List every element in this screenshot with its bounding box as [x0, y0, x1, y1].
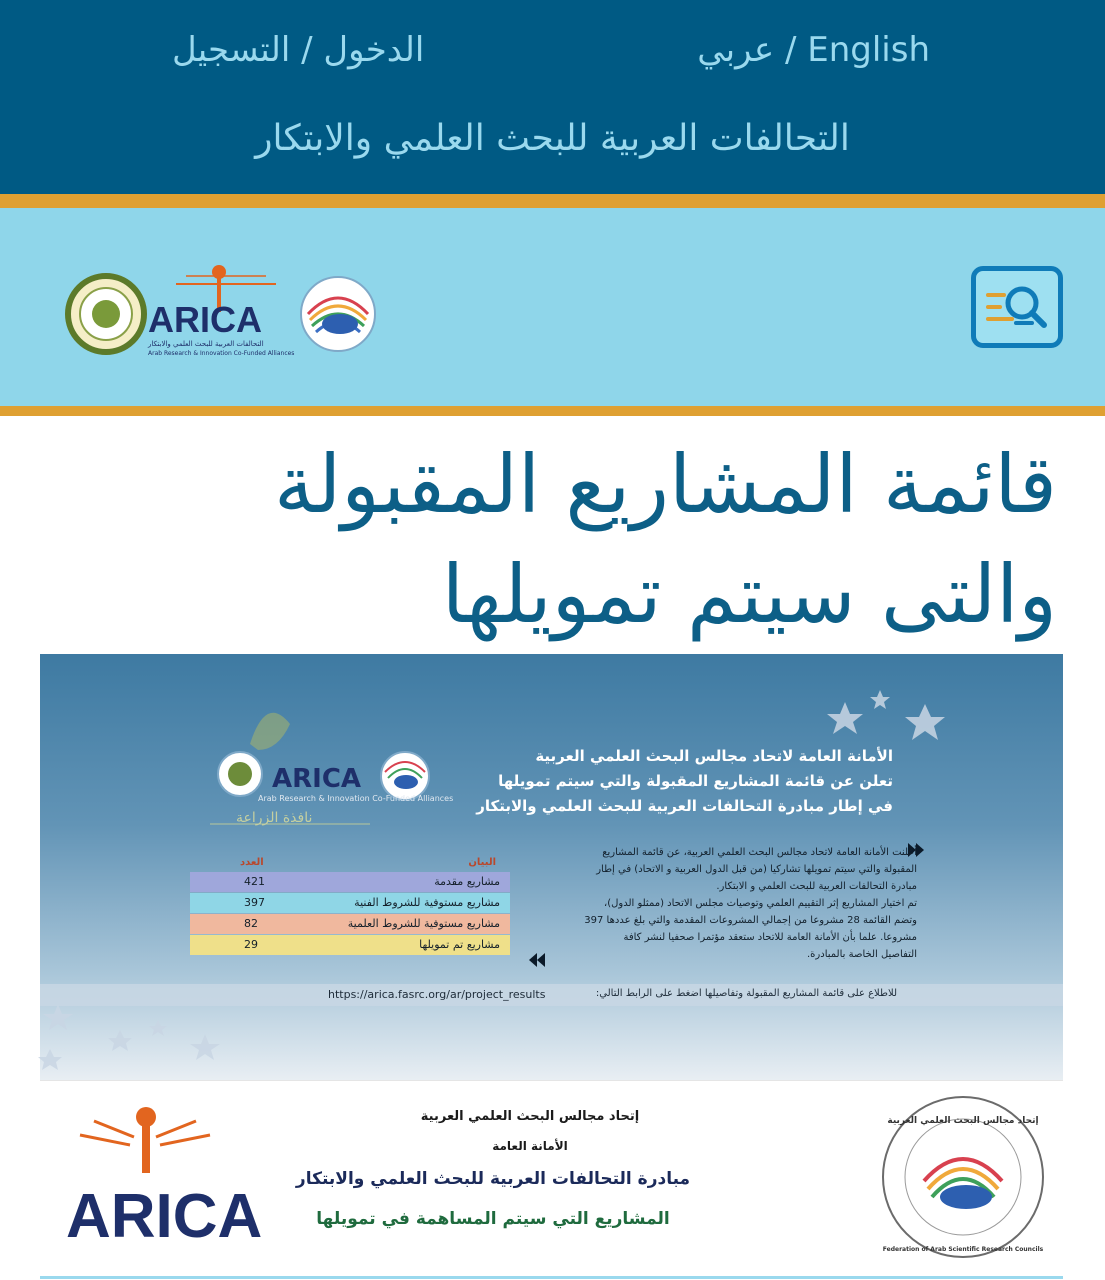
- page-title: [47, 430, 1057, 650]
- svg-text:إتحاد مجالس البحث العلمي العرب: إتحاد مجالس البحث العلمي العربية: [887, 1116, 1039, 1126]
- poster-paragraph-line: التفاصيل الخاصة بالمبادرة.: [807, 949, 917, 960]
- projects-stats-table: [190, 854, 510, 956]
- poster-paragraph-line: تم اختيار المشاريع إثر التقييم العلمي وتوصيات مجلس الاتحاد (ممثلو الدول)،: [603, 898, 917, 909]
- column-header-label: البيان: [468, 857, 496, 868]
- arab-league-seal-icon: [68, 276, 144, 352]
- top-bar: [0, 0, 1105, 194]
- poster-arica-logo: ARICA: [272, 764, 362, 794]
- poster-link-url[interactable]: https://arica.fasrc.org/ar/project_results: [328, 988, 546, 1001]
- announcement-poster: [40, 654, 1063, 1080]
- site-title[interactable]: التحالفات العربية للبحث العلمي والابتكار: [255, 118, 850, 159]
- table-row: [190, 893, 510, 913]
- table-row: [190, 914, 510, 934]
- gold-divider-top: [0, 194, 1105, 208]
- page-title-line-1: قائمة المشاريع المقبولة: [273, 438, 1057, 531]
- row-count: 397: [244, 896, 265, 909]
- federation-globe-icon: [301, 277, 375, 351]
- bottom-divider: [40, 1276, 1063, 1279]
- row-count: 29: [244, 938, 258, 951]
- footer-line-secretariat: الأمانة العامة: [492, 1139, 568, 1153]
- footer-arica-logo: [60, 1099, 263, 1259]
- poster-logo-subtitle: Arab Research & Innovation Co-Funded Alliances: [258, 794, 454, 803]
- arica-logo-icon: [147, 265, 294, 357]
- federation-seal: [876, 1093, 1050, 1261]
- arica-lamp-icon: [80, 1107, 210, 1173]
- search-list-icon: [976, 271, 1058, 343]
- gold-divider-bottom: [0, 406, 1105, 416]
- row-label: مشاريع مقدمة: [434, 875, 500, 888]
- row-label: مشاريع تم تمويلها: [419, 938, 500, 951]
- column-header-count: العدد: [240, 857, 264, 868]
- poster-paragraph-line: وتضم القائمة 28 مشروعا من إجمالي المشروعات المقدمة والتي بلغ عددها 397: [584, 915, 917, 926]
- poster-paragraph: [557, 844, 917, 963]
- footer-line-initiative: مبادرة التحالفات العربية للبحث العلمي والابتكار: [295, 1169, 691, 1189]
- poster-paragraph-line: مبادرة التحالفات العربية للبحث العلمي و الابتكار.: [716, 881, 917, 892]
- row-label: مشاريع مستوفية للشروط الفنية: [354, 896, 500, 909]
- poster-heading-line: الأمانة العامة لاتحاد مجالس البحث العلمي العربية: [535, 747, 893, 765]
- svg-text:التحالفات العربية للبحث العلمي: التحالفات العربية للبحث العلمي والابتكار: [148, 340, 264, 348]
- svg-text:Arab Research & Innovation Co-: Arab Research & Innovation Co-Funded Alliances: [148, 350, 295, 357]
- poster-footer: [40, 1080, 1063, 1268]
- header-logos[interactable]: [66, 262, 386, 362]
- poster-link-caption: للاطلاع على قائمة المشاريع المقبولة وتفاصيلها اضغط على الرابط التالي:: [595, 988, 897, 999]
- login-register-link[interactable]: الدخول / التسجيل: [172, 30, 425, 70]
- poster-paragraph-line: مشروعا. علما بأن الأمانة العامة للاتحاد ستعقد مؤتمرا صحفيا لنشر كافة: [623, 932, 917, 943]
- poster-heading-line: في إطار مبادرة التحالفات العربية للبحث العلمي والابتكار: [476, 797, 893, 815]
- svg-text:ARICA: ARICA: [66, 1182, 263, 1251]
- poster-paragraph-line: المقبولة والتي سيتم تمويلها تشاركيا (من قبل الدول العربية و الاتحاد) في إطار: [596, 864, 917, 875]
- poster-heading: [373, 744, 893, 819]
- poster-watermark: نافذة الزراعة: [236, 810, 313, 826]
- federation-seal-icon: [883, 1097, 1044, 1257]
- language-switch[interactable]: عربي / English: [697, 30, 930, 70]
- page-title-line-2: والتى سيتم تمويلها: [441, 548, 1057, 641]
- footer-line-federation: إتحاد مجالس البحث العلمي العربية: [420, 1109, 640, 1124]
- svg-text:Federation of Arab Scientific: Federation of Arab Scientific Research Councils: [882, 1246, 1044, 1253]
- svg-text:ARICA: ARICA: [148, 299, 262, 340]
- row-label: مشاريع مستوفية للشروط العلمية: [347, 917, 500, 930]
- poster-heading-line: تعلن عن قائمة المشاريع المقبولة والتي سيتم تمويلها: [498, 772, 893, 790]
- table-row: [190, 872, 510, 892]
- row-count: 82: [244, 917, 258, 930]
- table-row: [190, 935, 510, 955]
- poster-link-bar: [40, 984, 1063, 1006]
- footer-line-funded-projects: المشاريع التي سيتم المساهمة في تمويلها: [316, 1209, 670, 1229]
- row-count: 421: [244, 875, 265, 888]
- search-button[interactable]: [971, 266, 1063, 348]
- table-header: [190, 854, 510, 872]
- poster-paragraph-line: أعلنت الأمانة العامة لاتحاد مجالس البحث العلمي العربية، عن قائمة المشاريع: [602, 847, 917, 858]
